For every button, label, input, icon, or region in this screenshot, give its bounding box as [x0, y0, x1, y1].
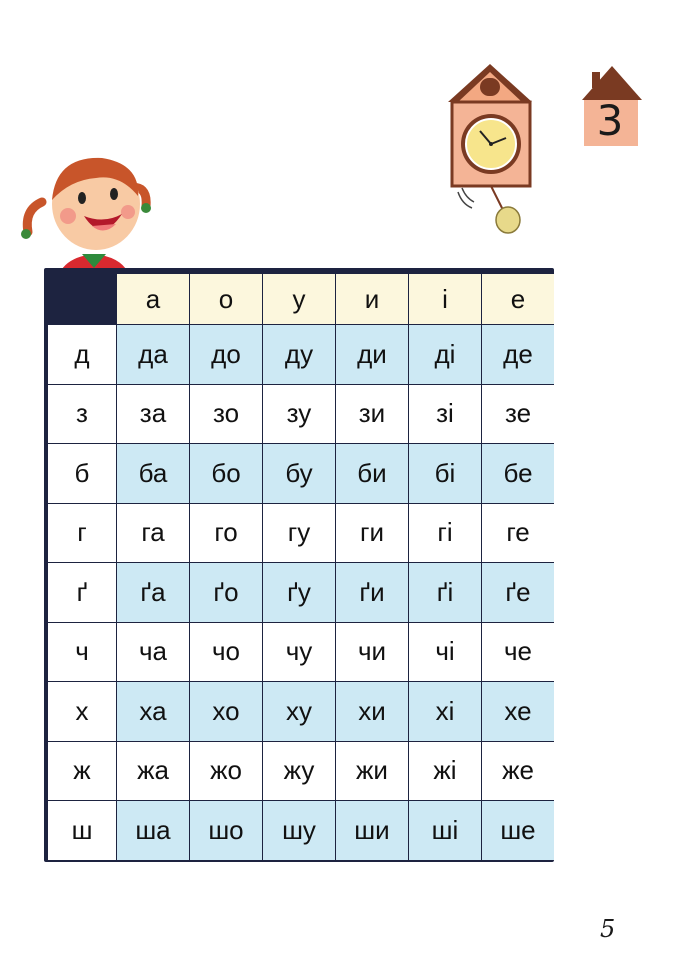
syllable-table — [44, 268, 554, 862]
syllable-cell: ґо — [190, 563, 262, 622]
syllable-cell: хі — [409, 682, 481, 741]
vowel-header-cell: о — [190, 274, 262, 324]
vowel-header-cell: а — [117, 274, 189, 324]
syllable-cell: би — [336, 444, 408, 503]
cuckoo-clock-icon — [440, 58, 550, 248]
syllable-cell: ґу — [263, 563, 335, 622]
syllable-cell: гі — [409, 504, 481, 563]
syllable-cell: зе — [482, 385, 554, 444]
syllable-cell: бі — [409, 444, 481, 503]
consonant-cell: ґ — [48, 563, 116, 622]
syllable-cell: га — [117, 504, 189, 563]
syllable-cell: шу — [263, 801, 335, 860]
syllable-cell: ши — [336, 801, 408, 860]
syllable-cell: гу — [263, 504, 335, 563]
consonant-cell: з — [48, 385, 116, 444]
syllable-cell: зу — [263, 385, 335, 444]
consonant-cell: ч — [48, 623, 116, 682]
syllable-cell: зи — [336, 385, 408, 444]
vowel-header-cell: и — [336, 274, 408, 324]
syllable-cell: бу — [263, 444, 335, 503]
syllable-cell: жу — [263, 742, 335, 801]
syllable-cell: чі — [409, 623, 481, 682]
syllable-cell: ша — [117, 801, 189, 860]
syllable-cell: ха — [117, 682, 189, 741]
syllable-cell: зі — [409, 385, 481, 444]
syllable-cell: ґа — [117, 563, 189, 622]
syllable-cell: жі — [409, 742, 481, 801]
syllable-cell: шо — [190, 801, 262, 860]
syllable-cell: зо — [190, 385, 262, 444]
syllable-cell: де — [482, 325, 554, 384]
syllable-cell: ду — [263, 325, 335, 384]
syllable-cell: ґе — [482, 563, 554, 622]
syllable-cell: хи — [336, 682, 408, 741]
vowel-header-cell: у — [263, 274, 335, 324]
consonant-cell: г — [48, 504, 116, 563]
syllable-cell: ди — [336, 325, 408, 384]
lesson-number-badge — [582, 64, 642, 148]
syllable-cell: чу — [263, 623, 335, 682]
syllable-cell: жа — [117, 742, 189, 801]
syllable-cell: чо — [190, 623, 262, 682]
syllable-cell: ше — [482, 801, 554, 860]
syllable-cell: же — [482, 742, 554, 801]
syllable-cell: ді — [409, 325, 481, 384]
syllable-cell: ча — [117, 623, 189, 682]
syllable-cell: че — [482, 623, 554, 682]
syllable-cell: ге — [482, 504, 554, 563]
consonant-cell: ш — [48, 801, 116, 860]
syllable-cell: хо — [190, 682, 262, 741]
consonant-cell: ж — [48, 742, 116, 801]
consonant-cell: д — [48, 325, 116, 384]
syllable-cell: да — [117, 325, 189, 384]
syllable-cell: ба — [117, 444, 189, 503]
syllable-cell: ші — [409, 801, 481, 860]
syllable-cell: бо — [190, 444, 262, 503]
page-number: 5 — [600, 915, 616, 943]
consonant-cell: б — [48, 444, 116, 503]
consonant-cell: х — [48, 682, 116, 741]
syllable-cell: ги — [336, 504, 408, 563]
lesson-number: 3 — [596, 96, 624, 145]
vowel-header-cell: е — [482, 274, 554, 324]
syllable-cell: го — [190, 504, 262, 563]
syllable-grid — [48, 274, 554, 860]
syllable-cell: за — [117, 385, 189, 444]
vowel-header-cell: і — [409, 274, 481, 324]
syllable-cell: ґі — [409, 563, 481, 622]
syllable-cell: ґи — [336, 563, 408, 622]
syllable-cell: чи — [336, 623, 408, 682]
syllable-cell: жо — [190, 742, 262, 801]
table-corner — [48, 274, 116, 324]
syllable-cell: до — [190, 325, 262, 384]
syllable-cell: жи — [336, 742, 408, 801]
syllable-cell: хе — [482, 682, 554, 741]
syllable-cell: бе — [482, 444, 554, 503]
syllable-cell: ху — [263, 682, 335, 741]
